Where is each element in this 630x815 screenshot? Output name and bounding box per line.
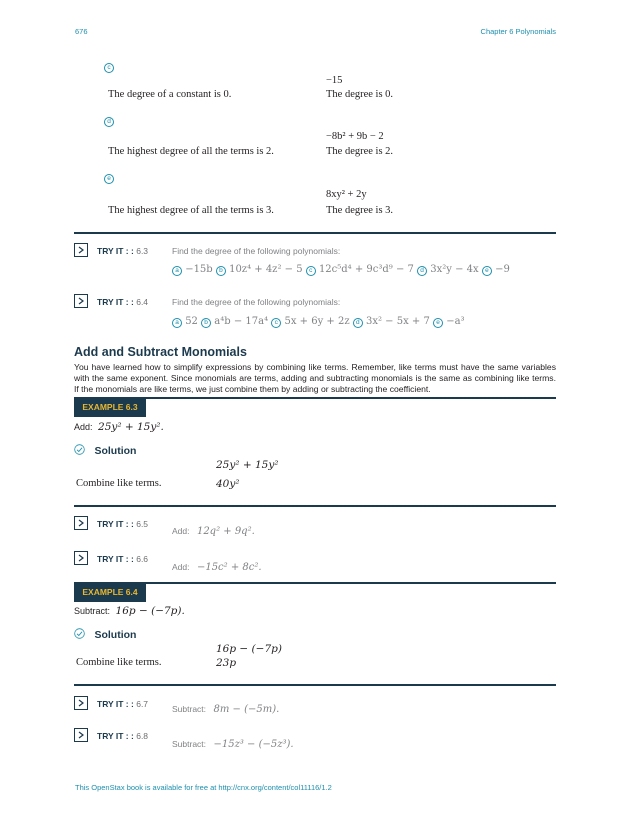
solution-title: Solution xyxy=(94,445,137,457)
item-expr: 52 xyxy=(185,316,198,327)
item-expr: a⁴b − 17a⁴ xyxy=(214,316,269,327)
prompt-expr: 16p − (−7p). xyxy=(115,605,185,617)
solution-line-2: 23p xyxy=(216,657,237,669)
solution-step-label: Combine like terms. xyxy=(76,657,162,668)
prompt-expr: 8m − (−5m). xyxy=(213,704,280,715)
item-expr: 3x² − 5x + 7 xyxy=(365,316,430,327)
marker-d: d xyxy=(417,266,427,276)
try-it-prompt: Find the degree of the following polynomials: xyxy=(172,297,341,307)
description: The highest degree of all the terms is 2. xyxy=(108,146,274,157)
prompt-expr: −15c² + 8c². xyxy=(196,562,262,573)
result: The degree is 0. xyxy=(326,89,394,100)
marker-c: c xyxy=(104,63,114,73)
try-it-prompt xyxy=(172,699,279,717)
solution-title: Solution xyxy=(94,629,137,641)
section-title: Add and Subtract Monomials xyxy=(74,345,247,359)
marker-e: e xyxy=(104,174,114,184)
solution-line-1: 25y² + 15y² xyxy=(216,459,279,471)
result: The degree is 2. xyxy=(326,146,394,157)
item-expr: −a³ xyxy=(446,316,465,327)
marker-a: a xyxy=(172,266,182,276)
try-it-label: TRY IT : : 6.5 xyxy=(97,519,149,529)
section-paragraph: You have learned how to simplify expressions by combining like terms. Remember, like terms must have the same variables with the same exponent. Since monomials are terms, adding and subtracting monomials is the same as combining like terms. If the monomials are like terms, we just combine them by adding or subtracting the coefficient. xyxy=(74,362,556,394)
divider xyxy=(74,505,556,507)
divider xyxy=(74,684,556,686)
try-it-prompt xyxy=(172,521,255,539)
prompt-label: Subtract: xyxy=(172,739,207,749)
chevron-right-icon[interactable] xyxy=(74,696,88,710)
marker-d: d xyxy=(353,318,363,328)
chevron-right-icon[interactable] xyxy=(74,551,88,565)
prompt-label: Add: xyxy=(172,562,190,572)
try-it-prompt: Find the degree of the following polynomials: xyxy=(172,246,341,256)
example-badge: EXAMPLE 6.3 xyxy=(74,398,146,417)
try-it-label: TRY IT : : 6.6 xyxy=(97,554,149,564)
expression: −15 xyxy=(326,75,343,86)
divider xyxy=(74,232,556,234)
try-it-label: TRY IT : : 6.7 xyxy=(97,699,149,709)
solution-line-1: 16p − (−7p) xyxy=(216,643,282,655)
chevron-right-icon[interactable] xyxy=(74,243,88,257)
solution-step-label: Combine like terms. xyxy=(76,478,162,489)
example-prompt xyxy=(74,605,185,617)
marker-a: a xyxy=(172,318,182,328)
example-badge: EXAMPLE 6.4 xyxy=(74,583,146,602)
description: The highest degree of all the terms is 3. xyxy=(108,205,274,216)
chevron-right-icon[interactable] xyxy=(74,728,88,742)
marker-e: e xyxy=(482,266,492,276)
description: The degree of a constant is 0. xyxy=(108,89,232,100)
marker-d: d xyxy=(104,117,114,127)
prompt-expr: 12q² + 9q². xyxy=(196,526,255,537)
example-prompt xyxy=(74,421,164,433)
chapter-title: Chapter 6 Polynomials xyxy=(480,27,556,36)
footer-text: This OpenStax book is available for free at http://cnx.org/content/col11116/1.2 xyxy=(75,783,332,792)
expression: 8xy² + 2y xyxy=(326,189,367,200)
prompt-label: Add: xyxy=(172,526,190,536)
chevron-right-icon[interactable] xyxy=(74,294,88,308)
try-it-label: TRY IT : : 6.4 xyxy=(97,297,149,307)
try-it-label: TRY IT : : 6.3 xyxy=(97,246,149,256)
example-top-rule xyxy=(74,397,556,399)
example-top-rule xyxy=(74,582,556,584)
try-it-items xyxy=(172,264,510,276)
marker-c: c xyxy=(306,266,316,276)
item-expr: −9 xyxy=(495,264,510,275)
item-expr: 10z⁴ + 4z² − 5 xyxy=(229,264,303,275)
solution-heading xyxy=(74,626,136,644)
prompt-label: Subtract: xyxy=(172,704,207,714)
try-it-prompt xyxy=(172,734,294,752)
checkmark-icon xyxy=(74,442,85,460)
expression: −8b² + 9b − 2 xyxy=(326,131,384,142)
prompt-expr: 25y² + 15y². xyxy=(98,421,164,433)
marker-b: b xyxy=(201,318,211,328)
page-number: 676 xyxy=(75,27,88,36)
result: The degree is 3. xyxy=(326,205,394,216)
solution-heading xyxy=(74,442,136,460)
item-expr: 5x + 6y + 2z xyxy=(284,316,350,327)
try-it-items xyxy=(172,316,465,328)
try-it-label: TRY IT : : 6.8 xyxy=(97,731,149,741)
try-it-prompt xyxy=(172,557,262,575)
item-expr: −15b xyxy=(185,264,213,275)
solution-line-2: 40y² xyxy=(216,478,240,490)
marker-c: c xyxy=(271,318,281,328)
checkmark-icon xyxy=(74,626,85,644)
chevron-right-icon[interactable] xyxy=(74,516,88,530)
prompt-label: Subtract: xyxy=(74,606,111,616)
marker-b: b xyxy=(216,266,226,276)
prompt-label: Add: xyxy=(74,422,93,432)
item-expr: 3x²y − 4x xyxy=(430,264,479,275)
marker-e: e xyxy=(433,318,443,328)
item-expr: 12c⁵d⁴ + 9c³d⁹ − 7 xyxy=(318,264,414,275)
prompt-expr: −15z³ − (−5z³). xyxy=(213,739,294,750)
